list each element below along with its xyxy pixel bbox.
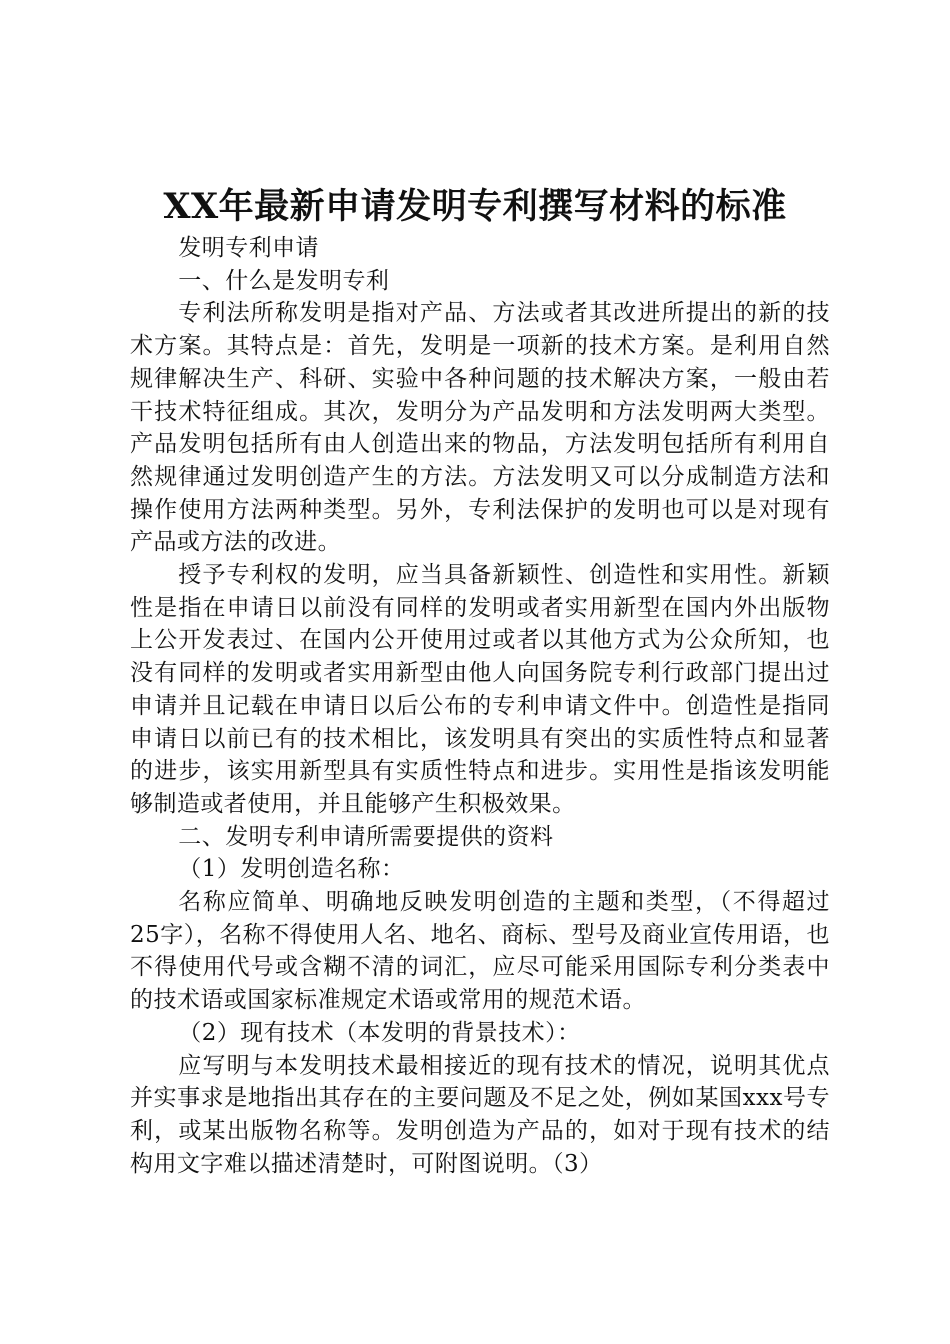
document-body [130,232,830,1180]
section-heading-what-is-invention-patent: 一、什么是发明专利 [178,267,390,294]
paragraph-invention-definition: 专利法所称发明是指对产品、方法或者其改进所提出的新的技术方案。其特点是：首先，发明是一项新的技术方案。是利用自然规律解决生产、科研、实验中各种问题的技术解决方案，一般由若干技术特征组成。其次，发明分为产品发明和方法发明两大类型。产品发明包括所有由人创造出来的物品，方法发明包括所有利用自然规律通过发明创造产生的方法。方法发明又可以分成制造方法和操作使用方法两种类型。另外，专利法保护的发明也可以是对现有产品或方法的改进。 [130,300,830,556]
subheading-prior-art: （2）现有技术（本发明的背景技术）： [178,1019,581,1046]
paragraph-invention-name-rules: 名称应简单、明确地反映发明创造的主题和类型，（不得超过25字），名称不得使用人名、地名、商标、型号及商业宣传用语，也不得使用代号或含糊不清的词汇，应尽可能采用国际专利分类表中的技术语或国家标准规定术语或常用的规范术语。 [130,889,830,1014]
paragraph-patentability-criteria: 授予专利权的发明，应当具备新颖性、创造性和实用性。新颖性是指在申请日以前没有同样的发明或者实用新型在国内外出版物上公开发表过、在国内公开使用过或者以其他方式为公众所知，也没有同样的发明或者实用新型由他人向国务院专利行政部门提出过申请并且记载在申请日以后公布的专利申请文件中。创造性是指同申请日以前已有的技术相比，该发明具有突出的实质性特点和显著的进步，该实用新型具有实质性特点和进步。实用性是指该发明能够制造或者使用，并且能够产生积极效果。 [130,562,830,817]
section-heading-required-materials: 二、发明专利申请所需要提供的资料 [178,823,554,850]
paragraph-heading-patent-application: 发明专利申请 [178,235,319,261]
document-title: XX年最新申请发明专利撰写材料的标准 [163,186,787,227]
subheading-invention-name: （1）发明创造名称： [178,856,405,883]
paragraph-prior-art-description: 应写明与本发明技术最相接近的现有技术的情况，说明其优点并实事求是地指出其存在的主要问题及不足之处，例如某国xxx号专利，或某出版物名称等。发明创造为产品的，如对于现有技术的结构用文字难以描述清楚时，可附图说明。（3） [130,1052,830,1177]
